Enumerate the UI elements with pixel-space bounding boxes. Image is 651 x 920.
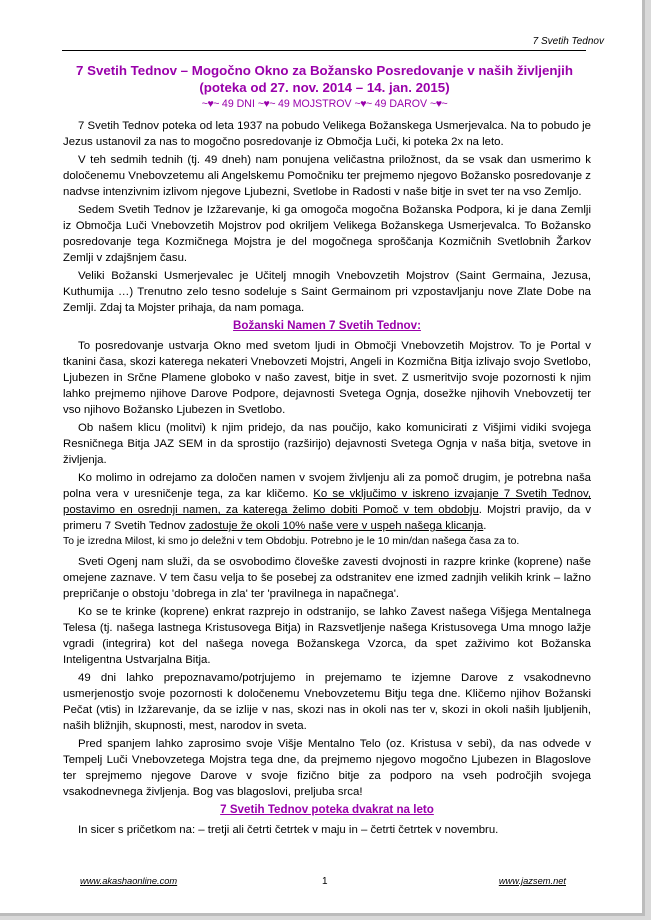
document-body — [63, 118, 591, 842]
footer-link-akashaonline[interactable]: www.akashaonline.com — [80, 876, 178, 886]
heart-icon: ~♥~ — [201, 98, 219, 110]
page-number: 1 — [322, 876, 328, 887]
section-heading-purpose: Božanski Namen 7 Svetih Tednov: — [233, 319, 421, 332]
title-block — [56, 62, 593, 111]
paragraph: 49 dni lahko prepoznavamo/potrjujemo in prejemamo te izjemne Darove z vsakodnevno usmerjenostjo svoje pozornosti k določenemu Vnebovzetemu Bitju tega dne. Kličemo njihov Božanski Pečat (vtis) in Izžarevanje, da se izlije v nas, skozi nas in okoli nas ter v, skozi in okoli naših ljubljenih, naših bližnjih, skupnosti, mest, narodov in sveta. — [63, 672, 591, 732]
paragraph: Sveti Ogenj nam služi, da se osvobodimo človeške zavesti dvojnosti in razpre krinke (koprene) naše omejene zaznave. V tem času velja to še posebej za odstranitev ene izmed zadnjih velikih krink – lažno prepričanje o obstoju 'dobrega in zla' ter 'pravilnega in napačnega'. — [63, 556, 591, 600]
header-rule — [62, 50, 586, 51]
paragraph: Sedem Svetih Tednov je Izžarevanje, ki ga omogoča mogočna Božanska Podpora, ki je dana Zemlji iz Območja Luči Vnebovzetih Mojstrov pod okriljem Velikega Božanskega Usmerjevalca. To Božansko posredovanje tega Kozmičnega Mojstra je del mogočnega sproščanja Kozmičnih Svetlobnih Žarkov Zemlji v zdajšnjem času. — [63, 204, 591, 264]
paragraph-note: To je izredna Milost, ki smo jo deležni v tem Obdobju. Potrebno je le 10 min/dan našega časa za to. — [63, 536, 520, 547]
running-header: 7 Svetih Tednov — [532, 36, 604, 47]
paragraph: Ko molimo in odrejamo za določen namen v svojem življenju ali za pomoč drugim, je potrebna naša polna vera v uresničenje tega, za kar kličemo. Ko se vključimo v iskreno izvajanje 7 Svetih Tednov, postavimo en osrednji namen, za katerega želimo dobiti Pomoč v tem obdobju. Mojstri pravijo, da v primeru 7 Svetih Tednov zadostuje že okoli 10% naše vere v uspeh našega klicanja. — [63, 472, 591, 532]
paragraph: Ko se te krinke (koprene) enkrat razprejo in odstranijo, se lahko Zavest našega Višjega Mentalnega Telesa (tj. našega lastnega Kristusovega Bitja) in Razsvetljenje našega Kristusovega Uma mnogo lažje vgradi (integrira) kot del našega novega Božanskega Vzorca, da spet zaživimo kot Božanska Inteligentna Ustvarjalna Bitja. — [63, 606, 591, 666]
underlined-text: Ko se vključimo v iskreno izvajanje 7 Svetih Tednov, postavimo en osrednji namen, za katerega želimo dobiti Pomoč v tem obdobju — [63, 488, 591, 516]
heart-icon: ~♥~ — [430, 98, 448, 110]
paragraph: Veliki Božanski Usmerjevalec je Učitelj mnogih Vnebovzetih Mojstrov (Saint Germaina, Jezusa, Kuthumija …) Trenutno zelo tesno sodeluje s Saint Germainom pri vzpostavljanju nove Zlate Dobe na Zemlji. Zdaj ta Mojster prihaja, da nam pomaga. — [63, 270, 591, 314]
footer-link-jazsem[interactable]: www.jazsem.net — [498, 876, 566, 886]
paragraph: Pred spanjem lahko zaprosimo svoje Višje Mentalno Telo (oz. Kristusa v sebi), da nas odvede v Tempelj Luči Vnebovzetega Mojstra tega dne, da prejmemo njegovo mogočno Ljubezen in Blagoslove ter sprejmemo njegove Darove v svoje fizično bitje za podporo na vseh področjih svojega vsakodnevnega življenja. Bog vas blagoslovi, preljuba srca! — [63, 738, 591, 798]
paragraph: 7 Svetih Tednov poteka od leta 1937 na pobudo Velikega Božanskega Usmerjevalca. Na to pobudo je Jezus ustanovil za nas to mogočno posredovanje iz Območja Luči, ki poteka 2x na leto. — [63, 120, 591, 148]
stats-line — [56, 97, 593, 111]
paragraph: In sicer s pričetkom na: – tretji ali četrti četrtek v maju in – četrti četrtek v novembru. — [78, 824, 499, 836]
paragraph: Ob našem klicu (molitvi) k njim pridejo, da nas poučijo, kako komunicirati z Višjimi vidiki svojega Resničnega Bitja JAZ SEM in da sprostijo (razširijo) dejavnosti Svetega Ognja v naša bitja, svetove in življenja. — [63, 422, 591, 466]
stat-masters: 49 MOJSTROV — [277, 98, 352, 110]
document-dates: (poteka od 27. nov. 2014 – 14. jan. 2015) — [199, 80, 450, 95]
heart-icon: ~♥~ — [354, 98, 372, 110]
underlined-text: zadostuje že okoli 10% naše vere v uspeh našega klicanja — [188, 520, 484, 532]
paragraph: V teh sedmih tednih (tj. 49 dneh) nam ponujena veličastna priložnost, da se vsak dan usmerimo k določenemu Vnebovzetemu ali Angelskemu Pomočniku ter prejmemo njegovo Božansko posredovanje z nadvse intenzivnim izlivom njegove Ljubezni, Svetlobe in Radosti v naše bitje in svet ter na vso Zemljo. — [63, 154, 591, 198]
paragraph: To posredovanje ustvarja Okno med svetom ljudi in Območji Vnebovzetih Mojstrov. To je Portal v tkanini časa, skozi katerega nekateri Vnebovzeti Mojstri, Angeli in Kozmična Bitja izlivajo svojo Svetlobo, Ljubezen in Srčne Plamene globoko v našo zavest, bitje in svet. Z usmeritvijo svoje pozornosti k njim lahko prejmemo njihove Darove Podpore, dejavnosti Svetega Ognja, dosežke njihovih Vnebovzetij ter vso njihovo Božansko Ljubezen in Svetlobo. — [63, 340, 591, 416]
document-title: 7 Svetih Tednov – Mogočno Okno za Božansko Posredovanje v naših življenjih — [75, 63, 574, 78]
heart-icon: ~♥~ — [257, 98, 276, 110]
stat-gifts: 49 DAROV — [374, 98, 428, 110]
stat-days: 49 DNI — [221, 98, 255, 110]
section-heading-twice-yearly: 7 Svetih Tednov poteka dvakrat na leto — [220, 803, 434, 816]
